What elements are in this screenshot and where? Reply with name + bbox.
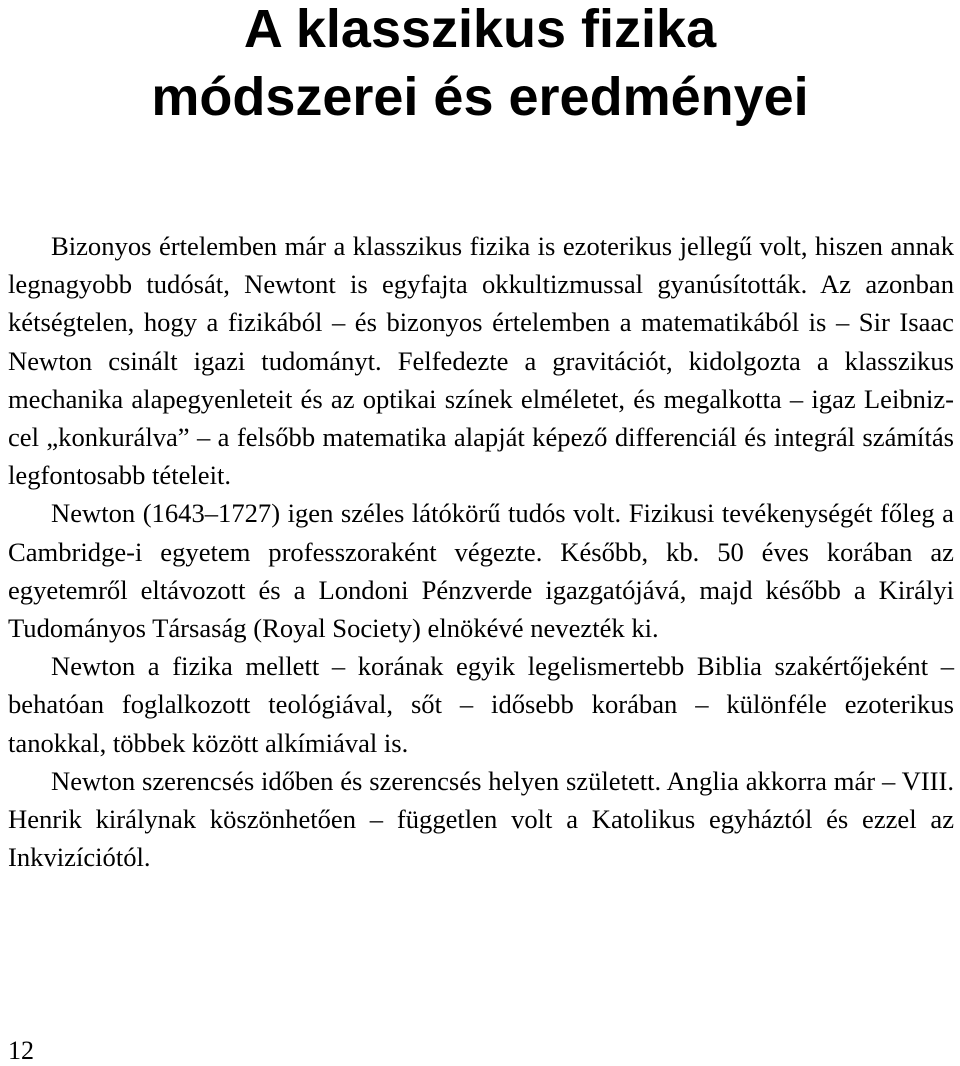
paragraph: Bizonyos értelemben már a klasszikus fizika is ezoterikus jellegű volt, hiszen annak legnagyobb tudósát, Newtont is egyfajta okkultizmussal gyanúsították. Az azonban kétségtelen, hogy a fizikából – és bizonyos értelemben a matematikából is – Sir Isaac Newton csinált igazi tudományt. Felfedezte a gravitációt, kidolgozta a klasszikus mechanika alapegyenleteit és az optikai színek elméletet, és megalkotta – igaz Leibniz-cel „konkurálva” – a felsőbb matematika alapját képező differenciál és integrál számítás legfontosabb tételeit. [8, 231, 954, 491]
title-line-1: A klasszikus fizika [243, 0, 717, 59]
paragraph: Newton a fizika mellett – korának egyik legelismertebb Biblia szakértőjeként – behatóan foglalkozott teológiával, sőt – idősebb korában – különféle ezoterikus tanokkal, többek között alkímiával is. [8, 651, 954, 758]
body-text [8, 227, 954, 876]
page-number: 12 [8, 1036, 34, 1065]
paragraph: Newton szerencsés időben és szerencsés helyen született. Anglia akkorra már – VIII. Henrik királynak köszönhetően – független volt a Katolikus egyháztól és ezzel az Inkvizíciótól. [8, 765, 954, 873]
title-line-2: módszerei és eredményei [151, 67, 809, 127]
paragraph: Newton (1643–1727) igen széles látókörű tudós volt. Fizikusi tevékenységét főleg a Cambridge-i egyetem professzoraként végezte. Később, kb. 50 éves korában az egyetemről eltávozott és a Londoni Pénzverde igazgatójává, majd később a Királyi Tudományos Társaság (Royal Society) elnökévé nevezték ki. [8, 498, 954, 644]
